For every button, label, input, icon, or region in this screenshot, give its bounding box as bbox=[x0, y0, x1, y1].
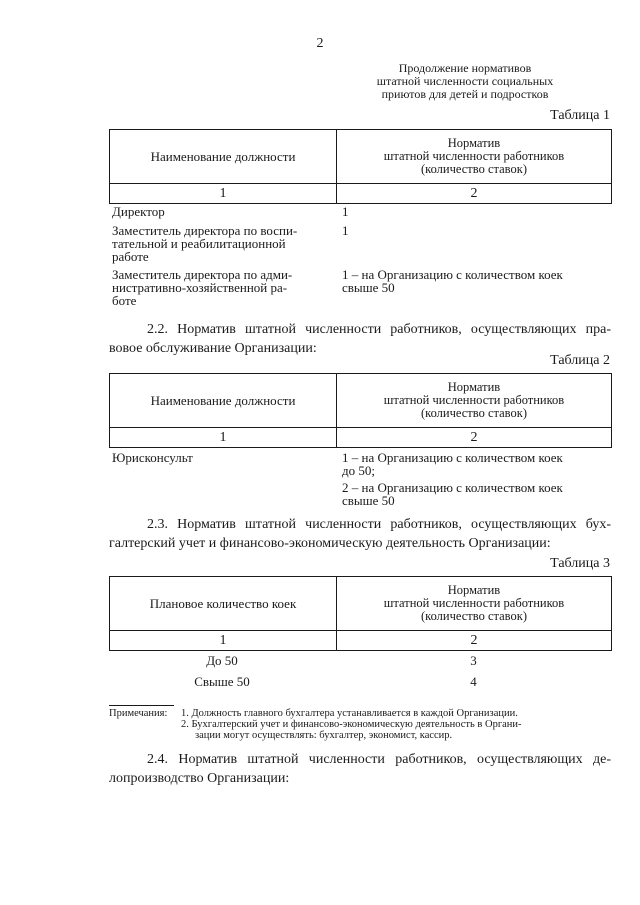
continuation-line: Продолжение нормативов bbox=[398, 61, 532, 75]
continuation-line: приютов для детей и подростков bbox=[381, 87, 549, 101]
header-line: (количество ставок) bbox=[421, 162, 527, 176]
para-line: 2.3. Норматив штатной численности работников, осуществляющих бух- bbox=[147, 517, 611, 532]
page-number: 2 bbox=[316, 36, 324, 51]
name-line: работе bbox=[112, 249, 149, 264]
header-line: штатной численности работников bbox=[383, 149, 565, 163]
value-line: до 50; bbox=[342, 463, 375, 478]
note-line: 1. Должность главного бухгалтера устанавливается в каждой Организации. bbox=[181, 708, 518, 719]
para-line: 2.2. Норматив штатной численности работников, осуществляющих пра- bbox=[147, 322, 611, 337]
table2-label: Таблица 2 bbox=[550, 353, 610, 368]
table3-header-col1: Плановое количество коек bbox=[110, 577, 337, 631]
paragraph-2-3 bbox=[109, 515, 611, 553]
note-line: 2. Бухгалтерский учет и финансово-экономическую деятельность в Органи- bbox=[181, 719, 522, 730]
table1-header-col1: Наименование должности bbox=[110, 130, 337, 184]
para-line: лопроизводство Организации: bbox=[109, 771, 290, 786]
table3-beds: До 50 bbox=[206, 653, 238, 668]
value-line: свыше 50 bbox=[342, 493, 395, 508]
table1-header bbox=[109, 129, 612, 204]
name-line: Заместитель директора по воспи- bbox=[112, 223, 298, 238]
table2-row-value bbox=[342, 481, 610, 507]
table1-header-col2 bbox=[337, 130, 612, 184]
continuation-line: штатной численности социальных bbox=[376, 74, 554, 88]
table1-row-value bbox=[342, 205, 610, 218]
table3-beds: Свыше 50 bbox=[194, 674, 250, 689]
table2-row-name: Юрисконсульт bbox=[112, 450, 193, 465]
note-item bbox=[181, 719, 611, 741]
table3-colnum-2: 2 bbox=[337, 631, 612, 651]
notes-prefix: Примечания: bbox=[109, 708, 168, 719]
name-line: тательной и реабилитационной bbox=[112, 236, 286, 251]
name-line: Директор bbox=[112, 204, 165, 219]
table2-header-col1: Наименование должности bbox=[110, 374, 337, 428]
table1-colnum-1: 1 bbox=[110, 184, 337, 204]
header-line: штатной численности работников bbox=[383, 596, 565, 610]
para-line: 2.4. Норматив штатной численности работников, осуществляющих де- bbox=[147, 752, 611, 767]
table2-header-col2 bbox=[337, 374, 612, 428]
para-line: галтерский учет и финансово-экономическую деятельность Организации: bbox=[109, 536, 551, 551]
note-item bbox=[181, 708, 611, 719]
name-line: боте bbox=[112, 293, 137, 308]
header-line: Норматив bbox=[447, 136, 501, 150]
header-line: (количество ставок) bbox=[421, 609, 527, 623]
table3-value: 4 bbox=[470, 674, 477, 689]
name-line: нистративно-хозяйственной ра- bbox=[112, 280, 288, 295]
value-line: свыше 50 bbox=[342, 280, 395, 295]
table2-header bbox=[109, 373, 612, 448]
table3-header bbox=[109, 576, 612, 651]
table1-row-value bbox=[342, 268, 610, 294]
continuation-caption bbox=[350, 62, 580, 101]
table2-colnum-1: 1 bbox=[110, 428, 337, 448]
value-line: 2 – на Организацию с количеством коек bbox=[342, 480, 563, 495]
name-line: Заместитель директора по адми- bbox=[112, 267, 293, 282]
note-line: зации могут осуществлять: бухгалтер, экономист, кассир. bbox=[195, 730, 453, 741]
table3-header-col2 bbox=[337, 577, 612, 631]
value-line: 1 – на Организацию с количеством коек bbox=[342, 450, 563, 465]
table3-value: 3 bbox=[470, 653, 477, 668]
header-line: штатной численности работников bbox=[383, 393, 565, 407]
table1-label: Таблица 1 bbox=[550, 108, 610, 123]
table1-row-value bbox=[342, 224, 610, 237]
table1-row-name bbox=[112, 268, 327, 307]
footnote-rule bbox=[109, 705, 174, 706]
table1-colnum-2: 2 bbox=[337, 184, 612, 204]
para-line: вовое обслуживание Организации: bbox=[109, 341, 317, 356]
table1-row-name bbox=[112, 224, 327, 263]
value-line: 1 bbox=[342, 223, 349, 238]
paragraph-2-2 bbox=[109, 320, 611, 358]
value-line: 1 – на Организацию с количеством коек bbox=[342, 267, 563, 282]
value-line: 1 bbox=[342, 204, 349, 219]
table1-row-name bbox=[112, 205, 327, 218]
header-line: Норматив bbox=[447, 583, 501, 597]
table3-colnum-1: 1 bbox=[110, 631, 337, 651]
table2-row-value bbox=[342, 451, 610, 477]
header-line: (количество ставок) bbox=[421, 406, 527, 420]
paragraph-2-4 bbox=[109, 750, 611, 788]
header-line: Норматив bbox=[447, 380, 501, 394]
table2-colnum-2: 2 bbox=[337, 428, 612, 448]
table3-label: Таблица 3 bbox=[550, 556, 610, 571]
